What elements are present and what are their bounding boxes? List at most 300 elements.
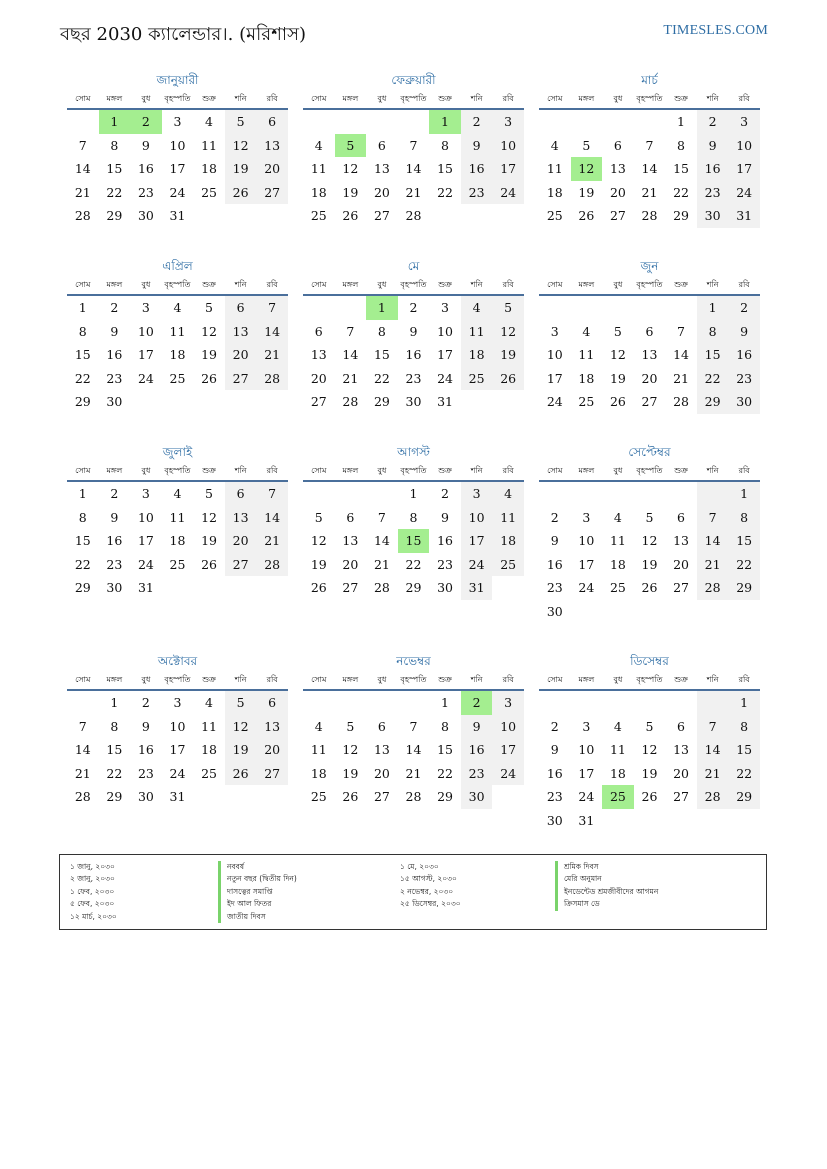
empty-day: [665, 296, 697, 320]
day-cell: 2: [550, 718, 559, 734]
day-cell: 27: [225, 553, 257, 577]
month-block: [303, 651, 524, 809]
week-row: [539, 157, 760, 181]
week-row: [67, 204, 288, 228]
day-cell: 21: [373, 556, 390, 572]
month-name: জুলাই: [162, 445, 193, 459]
weekday-label: সোম: [547, 675, 563, 684]
day-cell: 31: [169, 789, 186, 805]
month-block: [539, 442, 760, 624]
day-cell: 1: [697, 296, 729, 320]
day-cell: 4: [613, 718, 622, 734]
holiday-day: 12: [571, 157, 603, 181]
weekday-label: বুধ: [377, 280, 387, 289]
weekday-label: শনি: [234, 466, 247, 475]
day-cell: 1: [78, 486, 87, 501]
day-cell: 10: [492, 134, 524, 158]
weekday-label: সোম: [75, 280, 91, 289]
empty-day: [335, 296, 367, 320]
week-row: [539, 738, 760, 762]
day-cell: 28: [342, 394, 359, 410]
empty-day: [256, 390, 288, 414]
day-cell: 10: [169, 137, 186, 153]
weekday-label: শুক্র: [674, 675, 688, 684]
weekday-label: বৃহস্পতি: [400, 280, 427, 289]
day-cell: 24: [492, 762, 524, 786]
day-cell: 7: [409, 718, 418, 734]
empty-day: [225, 576, 257, 600]
day-cell: 8: [110, 137, 119, 153]
day-cell: 27: [342, 580, 359, 596]
empty-day: [225, 204, 257, 228]
day-cell: 19: [310, 556, 327, 572]
day-cell: 19: [641, 556, 658, 572]
day-cell: 11: [169, 323, 186, 339]
day-cell: 28: [697, 576, 729, 600]
week-row: [67, 738, 288, 762]
empty-day: [335, 482, 367, 506]
empty-day: [634, 296, 666, 320]
day-cell: 3: [461, 482, 493, 506]
month-block: [67, 256, 288, 414]
day-cell: 29: [728, 576, 760, 600]
weekday-label: রবি: [502, 280, 514, 289]
day-cell: 16: [546, 556, 563, 572]
legend-date: ২ জানু, ২০৩০: [70, 874, 115, 884]
week-row: [539, 715, 760, 739]
weekday-label: সোম: [311, 675, 327, 684]
day-cell: 26: [609, 394, 626, 410]
weekday-header: [67, 671, 288, 691]
empty-day: [571, 296, 603, 320]
empty-day: [697, 482, 729, 506]
empty-day: [492, 204, 524, 228]
day-cell: 3: [141, 486, 150, 501]
week-row: [539, 181, 760, 205]
day-cell: 4: [461, 296, 493, 320]
day-cell: 4: [582, 323, 591, 339]
empty-day: [303, 691, 335, 715]
weekday-label: বুধ: [377, 675, 387, 684]
day-cell: 19: [342, 765, 359, 781]
day-cell: 20: [256, 157, 288, 181]
day-cell: 8: [697, 320, 729, 344]
empty-day: [461, 390, 493, 414]
week-row: [67, 320, 288, 344]
month-name: আগস্ট: [397, 445, 430, 459]
day-cell: 10: [137, 323, 154, 339]
weekday-label: মঙ্গল: [106, 94, 123, 103]
day-cell: 2: [110, 300, 119, 315]
day-cell: 15: [697, 343, 729, 367]
day-cell: 22: [673, 184, 689, 200]
weekday-label: শনি: [470, 675, 483, 684]
day-cell: 31: [437, 394, 453, 410]
weekday-label: রবি: [738, 675, 750, 684]
day-cell: 21: [256, 343, 288, 367]
day-cell: 28: [74, 208, 91, 224]
weekday-header: [67, 90, 288, 110]
month-name: ডিসেম্বর: [630, 654, 669, 668]
day-cell: 20: [373, 184, 390, 200]
day-cell: 19: [609, 370, 626, 386]
week-row: [303, 110, 524, 134]
day-cell: 23: [137, 184, 154, 200]
weekday-label: মঙ্গল: [106, 466, 123, 475]
weekday-label: মঙ্গল: [578, 675, 595, 684]
day-cell: 14: [256, 506, 288, 530]
day-cell: 15: [106, 161, 123, 177]
day-cell: 21: [405, 765, 422, 781]
empty-day: [303, 110, 335, 134]
empty-day: [193, 390, 225, 414]
week-row: [539, 600, 760, 624]
week-row: [303, 529, 524, 553]
day-cell: 23: [437, 556, 453, 572]
empty-day: [256, 204, 288, 228]
legend-holiday-name: দাসত্বের সমাপ্তি: [218, 886, 297, 898]
day-cell: 21: [697, 553, 729, 577]
week-row: [67, 367, 288, 391]
day-cell: 13: [373, 742, 390, 758]
empty-day: [571, 600, 603, 624]
day-cell: 2: [697, 110, 729, 134]
empty-day: [256, 785, 288, 809]
holiday-day: 1: [99, 110, 131, 134]
weekday-label: বুধ: [613, 466, 623, 475]
weekday-label: সোম: [311, 466, 327, 475]
week-row: [67, 785, 288, 809]
empty-day: [634, 110, 666, 134]
day-cell: 17: [492, 738, 524, 762]
day-cell: 30: [106, 580, 123, 596]
day-cell: 13: [673, 533, 689, 549]
day-cell: 23: [728, 367, 760, 391]
weekday-label: শুক্র: [674, 280, 688, 289]
empty-day: [225, 390, 257, 414]
day-cell: 27: [310, 394, 327, 410]
weekday-label: সোম: [547, 280, 563, 289]
day-cell: 28: [641, 208, 658, 224]
weekday-label: শুক্র: [438, 280, 452, 289]
day-cell: 6: [225, 296, 257, 320]
weekday-label: শনি: [706, 280, 719, 289]
empty-day: [697, 809, 729, 833]
day-cell: 21: [405, 184, 422, 200]
week-row: [303, 390, 524, 414]
empty-day: [602, 809, 634, 833]
day-cell: 14: [641, 161, 658, 177]
day-cell: 5: [582, 137, 591, 153]
day-cell: 24: [461, 553, 493, 577]
day-cell: 15: [437, 161, 453, 177]
day-cell: 22: [697, 367, 729, 391]
day-cell: 19: [225, 157, 257, 181]
holiday-day: 25: [602, 785, 634, 809]
empty-day: [492, 785, 524, 809]
empty-day: [571, 691, 603, 715]
day-cell: 18: [310, 765, 327, 781]
day-cell: 5: [225, 691, 257, 715]
weekday-label: রবি: [502, 94, 514, 103]
weekday-label: রবি: [266, 466, 278, 475]
weekday-header: [539, 671, 760, 691]
day-cell: 6: [677, 718, 685, 734]
day-cell: 7: [677, 323, 685, 339]
weekday-label: সোম: [75, 466, 91, 475]
month-block: [539, 651, 760, 833]
empty-day: [602, 110, 634, 134]
day-cell: 7: [78, 137, 87, 153]
legend-date: ১ ফেব, ২০৩০: [70, 886, 115, 896]
month-name: ফেব্রুয়ারী: [391, 73, 436, 87]
empty-day: [728, 600, 760, 624]
day-cell: 18: [201, 161, 217, 177]
day-cell: 16: [137, 161, 154, 177]
day-cell: 6: [346, 509, 355, 525]
empty-day: [602, 600, 634, 624]
day-cell: 27: [641, 394, 658, 410]
day-cell: 11: [609, 742, 626, 758]
empty-day: [602, 296, 634, 320]
day-cell: 16: [461, 157, 493, 181]
day-cell: 28: [74, 789, 91, 805]
day-cell: 26: [225, 181, 257, 205]
day-cell: 22: [437, 184, 453, 200]
day-cell: 6: [677, 509, 685, 525]
day-cell: 31: [578, 812, 595, 828]
day-cell: 29: [74, 580, 91, 596]
day-cell: 10: [461, 506, 493, 530]
day-cell: 22: [106, 184, 123, 200]
day-cell: 19: [225, 738, 257, 762]
day-cell: 17: [578, 556, 595, 572]
day-cell: 30: [137, 208, 154, 224]
weekday-label: শুক্র: [202, 94, 216, 103]
day-cell: 21: [74, 184, 91, 200]
legend-dates-right: [400, 861, 461, 911]
day-cell: 30: [405, 394, 422, 410]
empty-day: [634, 600, 666, 624]
weekday-label: বৃহস্পতি: [400, 94, 427, 103]
day-cell: 21: [256, 529, 288, 553]
day-cell: 18: [169, 533, 186, 549]
week-row: [303, 343, 524, 367]
day-cell: 26: [578, 208, 595, 224]
day-cell: 16: [728, 343, 760, 367]
day-cell: 25: [169, 370, 186, 386]
week-row: [539, 506, 760, 530]
weekday-label: মঙ্গল: [106, 675, 123, 684]
week-row: [303, 296, 524, 320]
weekday-label: মঙ্গল: [578, 280, 595, 289]
day-cell: 2: [141, 695, 150, 710]
day-cell: 25: [609, 580, 626, 596]
day-cell: 8: [441, 718, 449, 734]
day-cell: 25: [461, 367, 493, 391]
empty-day: [697, 691, 729, 715]
weekday-label: বুধ: [377, 466, 387, 475]
empty-day: [539, 691, 571, 715]
day-cell: 25: [310, 208, 327, 224]
day-cell: 24: [728, 181, 760, 205]
month-block: [67, 651, 288, 809]
day-cell: 8: [409, 509, 418, 525]
empty-day: [539, 110, 571, 134]
day-cell: 20: [342, 556, 359, 572]
empty-day: [67, 691, 99, 715]
holiday-day: 15: [398, 529, 430, 553]
day-cell: 24: [578, 789, 595, 805]
day-cell: 3: [582, 509, 591, 525]
day-cell: 6: [256, 110, 288, 134]
day-cell: 8: [728, 715, 760, 739]
weekday-label: মঙ্গল: [106, 280, 123, 289]
month-block: [303, 70, 524, 228]
day-cell: 18: [609, 765, 626, 781]
day-cell: 26: [201, 370, 217, 386]
day-cell: 24: [137, 370, 154, 386]
weekday-label: রবি: [502, 466, 514, 475]
day-cell: 15: [74, 533, 91, 549]
week-row: [303, 320, 524, 344]
day-cell: 11: [546, 161, 563, 177]
day-cell: 22: [74, 556, 91, 572]
day-cell: 17: [578, 765, 595, 781]
weekday-header: [303, 671, 524, 691]
day-cell: 9: [550, 533, 559, 549]
day-cell: 29: [106, 208, 123, 224]
empty-day: [634, 809, 666, 833]
day-cell: 7: [346, 323, 355, 339]
weekday-label: মঙ্গল: [342, 675, 359, 684]
day-cell: 24: [137, 556, 154, 572]
month-name: জানুয়ারী: [156, 73, 199, 87]
weekday-label: বুধ: [613, 280, 623, 289]
day-cell: 20: [373, 765, 390, 781]
week-row: [303, 482, 524, 506]
day-cell: 25: [578, 394, 595, 410]
week-row: [539, 110, 760, 134]
weekday-label: সোম: [311, 94, 327, 103]
weekday-label: বুধ: [377, 94, 387, 103]
day-cell: 7: [377, 509, 386, 525]
day-cell: 29: [673, 208, 689, 224]
day-cell: 31: [461, 576, 493, 600]
weekday-label: শনি: [470, 466, 483, 475]
day-cell: 27: [373, 208, 390, 224]
week-row: [303, 576, 524, 600]
empty-day: [665, 600, 697, 624]
legend-holiday-name: শ্রমিক দিবস: [555, 861, 658, 873]
day-cell: 5: [645, 718, 654, 734]
day-cell: 30: [546, 812, 563, 828]
empty-day: [303, 482, 335, 506]
empty-day: [665, 482, 697, 506]
week-row: [303, 157, 524, 181]
day-cell: 13: [225, 506, 257, 530]
week-row: [67, 390, 288, 414]
site-logo-text[interactable]: TIMESLES.COM: [663, 23, 768, 38]
empty-day: [193, 785, 225, 809]
day-cell: 14: [405, 161, 422, 177]
week-row: [539, 529, 760, 553]
day-cell: 28: [373, 580, 390, 596]
day-cell: 4: [314, 137, 323, 153]
empty-day: [429, 204, 461, 228]
day-cell: 3: [173, 114, 182, 129]
empty-day: [634, 691, 666, 715]
day-cell: 8: [441, 137, 449, 153]
day-cell: 5: [645, 509, 654, 525]
day-cell: 18: [578, 370, 595, 386]
day-cell: 29: [373, 394, 390, 410]
day-cell: 28: [256, 553, 288, 577]
day-cell: 4: [173, 300, 182, 315]
day-cell: 29: [74, 394, 91, 410]
day-cell: 16: [106, 533, 123, 549]
empty-day: [162, 576, 194, 600]
day-cell: 27: [225, 367, 257, 391]
day-cell: 10: [169, 718, 186, 734]
day-cell: 18: [310, 184, 327, 200]
day-cell: 3: [441, 300, 449, 315]
empty-day: [67, 110, 99, 134]
empty-day: [634, 482, 666, 506]
day-cell: 20: [225, 343, 257, 367]
week-row: [539, 762, 760, 786]
day-cell: 13: [342, 533, 359, 549]
week-row: [67, 157, 288, 181]
empty-day: [225, 785, 257, 809]
day-cell: 18: [201, 742, 217, 758]
weekday-label: রবি: [738, 280, 750, 289]
empty-day: [366, 482, 398, 506]
month-name: এপ্রিল: [162, 259, 193, 273]
weekday-label: বৃহস্পতি: [636, 675, 663, 684]
day-cell: 10: [728, 134, 760, 158]
day-cell: 28: [697, 785, 729, 809]
week-row: [539, 390, 760, 414]
day-cell: 26: [342, 208, 359, 224]
week-row: [67, 181, 288, 205]
day-cell: 17: [169, 161, 186, 177]
day-cell: 8: [377, 323, 386, 339]
day-cell: 7: [645, 137, 654, 153]
day-cell: 3: [492, 110, 524, 134]
day-cell: 4: [613, 509, 622, 525]
day-cell: 9: [461, 715, 493, 739]
empty-day: [665, 809, 697, 833]
legend-holiday-name: ক্রিসমাস ডে: [555, 898, 658, 910]
day-cell: 3: [550, 323, 559, 339]
day-cell: 17: [728, 157, 760, 181]
empty-day: [193, 576, 225, 600]
legend-holiday-name: ইদ আল ফিতর: [218, 898, 297, 910]
day-cell: 28: [256, 367, 288, 391]
empty-day: [728, 809, 760, 833]
day-cell: 10: [437, 323, 453, 339]
weekday-header: [539, 90, 760, 110]
day-cell: 14: [74, 161, 91, 177]
month-name: জুন: [640, 259, 659, 273]
day-cell: 15: [673, 161, 689, 177]
day-cell: 28: [405, 789, 422, 805]
day-cell: 2: [409, 300, 418, 315]
day-cell: 9: [697, 134, 729, 158]
day-cell: 11: [201, 718, 217, 734]
day-cell: 12: [609, 347, 626, 363]
